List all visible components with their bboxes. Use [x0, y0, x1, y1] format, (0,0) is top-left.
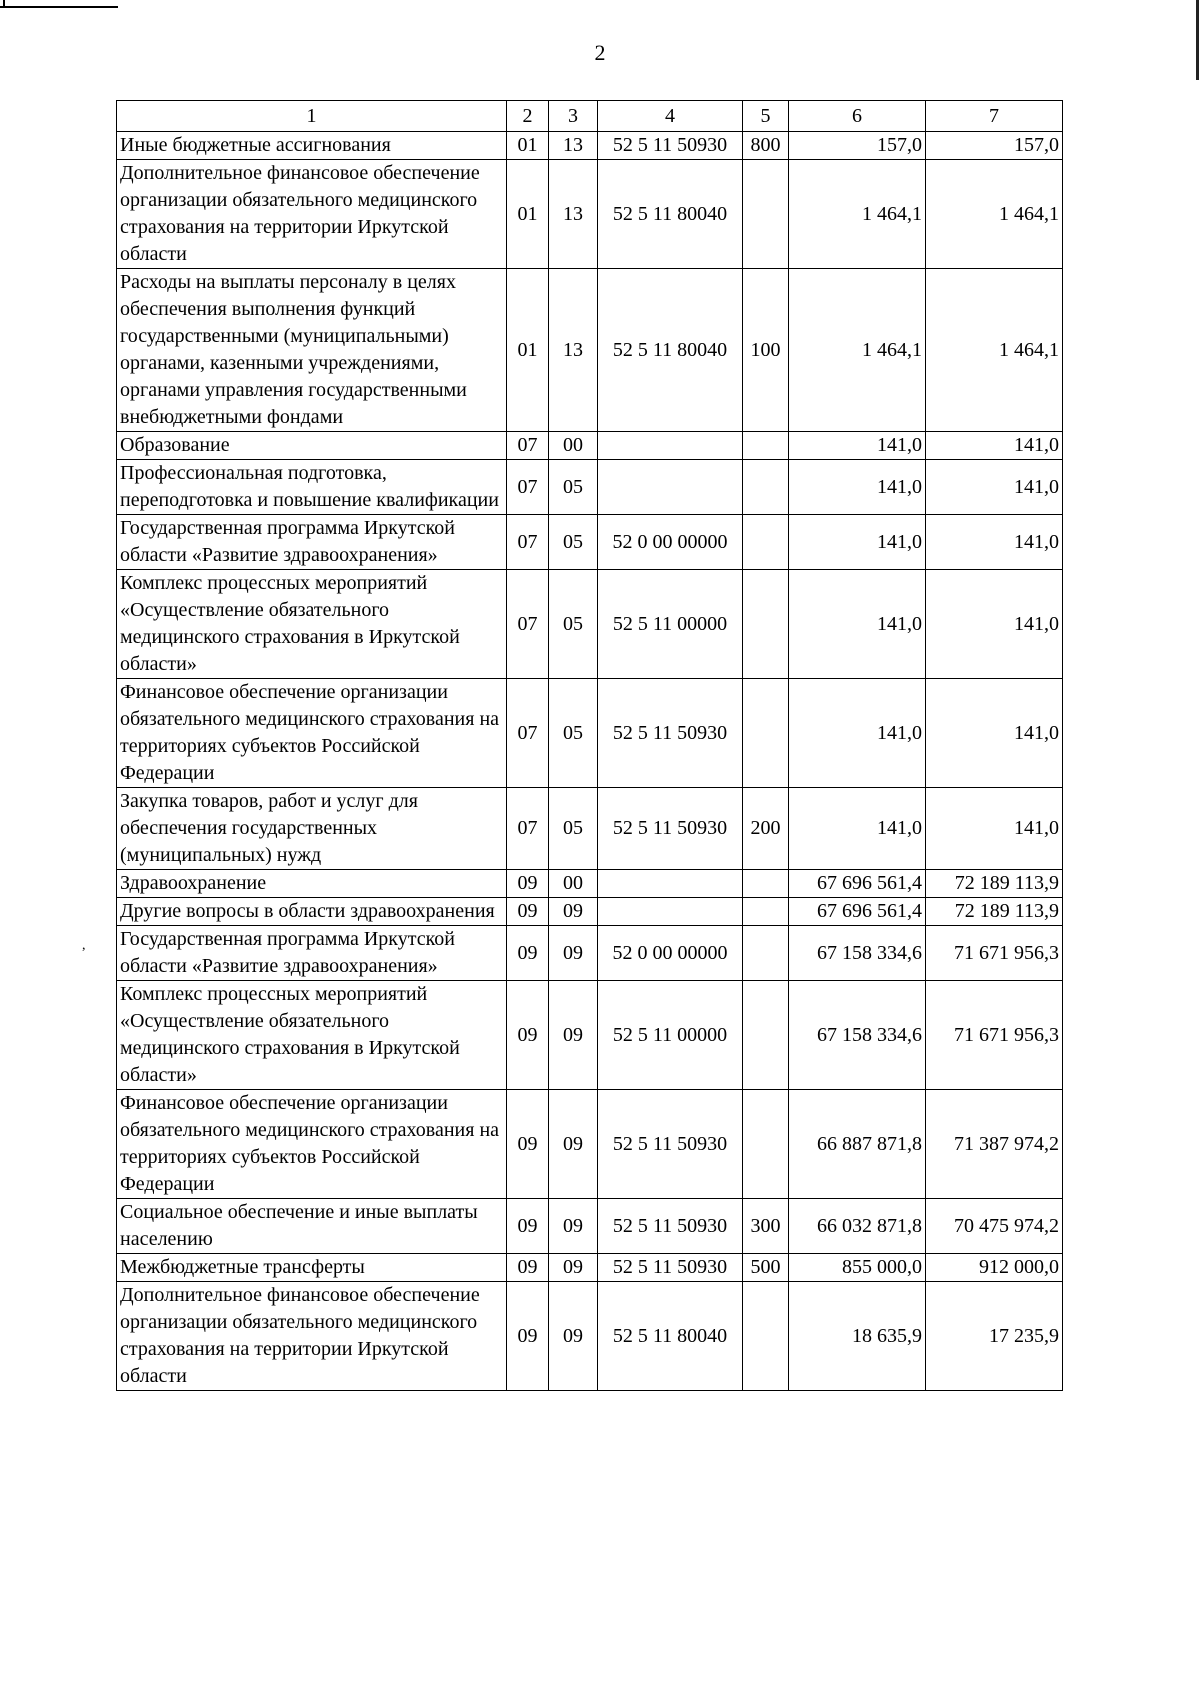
subsection-code: 09 — [549, 981, 598, 1090]
section-code: 01 — [507, 132, 549, 160]
amount-year-1: 141,0 — [789, 570, 926, 679]
subsection-code: 05 — [549, 460, 598, 515]
amount-year-2: 71 671 956,3 — [926, 926, 1063, 981]
row-name: Другие вопросы в области здравоохранения — [117, 898, 507, 926]
amount-year-1: 67 696 561,4 — [789, 870, 926, 898]
column-header: 6 — [789, 101, 926, 132]
table-row — [117, 788, 1063, 870]
expense-type-code — [743, 981, 789, 1090]
amount-year-1: 66 887 871,8 — [789, 1090, 926, 1199]
table-row — [117, 870, 1063, 898]
expense-type-code — [743, 870, 789, 898]
target-article-code: 52 0 00 00000 — [598, 926, 743, 981]
section-code: 01 — [507, 160, 549, 269]
target-article-code: 52 0 00 00000 — [598, 515, 743, 570]
amount-year-1: 141,0 — [789, 679, 926, 788]
column-header: 3 — [549, 101, 598, 132]
table-row — [117, 898, 1063, 926]
amount-year-1: 67 696 561,4 — [789, 898, 926, 926]
target-article-code: 52 5 11 80040 — [598, 1282, 743, 1391]
table-row — [117, 160, 1063, 269]
section-code: 09 — [507, 981, 549, 1090]
amount-year-2: 157,0 — [926, 132, 1063, 160]
expense-type-code — [743, 570, 789, 679]
subsection-code: 00 — [549, 870, 598, 898]
section-code: 09 — [507, 1254, 549, 1282]
section-code: 07 — [507, 432, 549, 460]
expense-type-code — [743, 460, 789, 515]
amount-year-1: 855 000,0 — [789, 1254, 926, 1282]
target-article-code: 52 5 11 00000 — [598, 981, 743, 1090]
amount-year-1: 141,0 — [789, 432, 926, 460]
row-name: Закупка товаров, работ и услуг для обеспечения государственных (муниципальных) нужд — [117, 788, 507, 870]
amount-year-2: 1 464,1 — [926, 160, 1063, 269]
expense-type-code — [743, 515, 789, 570]
row-name: Комплекс процессных мероприятий «Осуществление обязательного медицинского страхования в Иркутской области» — [117, 570, 507, 679]
scan-edge-mark — [3, 0, 5, 6]
scan-edge-mark — [0, 6, 118, 8]
amount-year-2: 141,0 — [926, 515, 1063, 570]
target-article-code — [598, 460, 743, 515]
amount-year-2: 912 000,0 — [926, 1254, 1063, 1282]
amount-year-2: 141,0 — [926, 460, 1063, 515]
amount-year-1: 67 158 334,6 — [789, 981, 926, 1090]
subsection-code: 00 — [549, 432, 598, 460]
expense-type-code — [743, 926, 789, 981]
amount-year-2: 141,0 — [926, 788, 1063, 870]
table-row — [117, 1090, 1063, 1199]
subsection-code: 09 — [549, 1090, 598, 1199]
row-name: Образование — [117, 432, 507, 460]
table-row — [117, 132, 1063, 160]
amount-year-1: 66 032 871,8 — [789, 1199, 926, 1254]
subsection-code: 05 — [549, 570, 598, 679]
expense-type-code: 500 — [743, 1254, 789, 1282]
section-code: 07 — [507, 570, 549, 679]
section-code: 09 — [507, 870, 549, 898]
table-row — [117, 981, 1063, 1090]
expense-type-code: 200 — [743, 788, 789, 870]
row-name: Дополнительное финансовое обеспечение организации обязательного медицинского страхования на территории Иркутской области — [117, 160, 507, 269]
row-name: Финансовое обеспечение организации обязательного медицинского страхования на территориях субъектов Российской Федерации — [117, 679, 507, 788]
table-row — [117, 515, 1063, 570]
amount-year-1: 141,0 — [789, 515, 926, 570]
amount-year-1: 1 464,1 — [789, 269, 926, 432]
row-name: Государственная программа Иркутской области «Развитие здравоохранения» — [117, 926, 507, 981]
section-code: 09 — [507, 898, 549, 926]
table-row — [117, 432, 1063, 460]
amount-year-1: 141,0 — [789, 788, 926, 870]
row-name: Межбюджетные трансферты — [117, 1254, 507, 1282]
expense-type-code: 800 — [743, 132, 789, 160]
column-header: 2 — [507, 101, 549, 132]
target-article-code: 52 5 11 50930 — [598, 132, 743, 160]
row-name: Комплекс процессных мероприятий «Осуществление обязательного медицинского страхования в Иркутской области» — [117, 981, 507, 1090]
table-header-row — [117, 101, 1063, 132]
subsection-code: 09 — [549, 1282, 598, 1391]
scan-speck: , — [82, 938, 86, 953]
subsection-code: 05 — [549, 515, 598, 570]
amount-year-1: 141,0 — [789, 460, 926, 515]
expense-type-code: 100 — [743, 269, 789, 432]
table-row — [117, 679, 1063, 788]
target-article-code — [598, 898, 743, 926]
section-code: 09 — [507, 926, 549, 981]
target-article-code: 52 5 11 50930 — [598, 1090, 743, 1199]
row-name: Здравоохранение — [117, 870, 507, 898]
subsection-code: 13 — [549, 132, 598, 160]
section-code: 09 — [507, 1090, 549, 1199]
subsection-code: 13 — [549, 160, 598, 269]
subsection-code: 13 — [549, 269, 598, 432]
amount-year-2: 71 671 956,3 — [926, 981, 1063, 1090]
amount-year-2: 70 475 974,2 — [926, 1199, 1063, 1254]
row-name: Иные бюджетные ассигнования — [117, 132, 507, 160]
table-row — [117, 1199, 1063, 1254]
table-row — [117, 1254, 1063, 1282]
section-code: 07 — [507, 460, 549, 515]
row-name: Финансовое обеспечение организации обязательного медицинского страхования на территориях субъектов Российской Федерации — [117, 1090, 507, 1199]
target-article-code: 52 5 11 50930 — [598, 1199, 743, 1254]
subsection-code: 05 — [549, 679, 598, 788]
amount-year-1: 157,0 — [789, 132, 926, 160]
amount-year-1: 18 635,9 — [789, 1282, 926, 1391]
expense-type-code — [743, 432, 789, 460]
amount-year-2: 72 189 113,9 — [926, 870, 1063, 898]
section-code: 07 — [507, 788, 549, 870]
section-code: 09 — [507, 1199, 549, 1254]
amount-year-1: 1 464,1 — [789, 160, 926, 269]
target-article-code: 52 5 11 80040 — [598, 160, 743, 269]
column-header: 1 — [117, 101, 507, 132]
target-article-code: 52 5 11 00000 — [598, 570, 743, 679]
amount-year-2: 17 235,9 — [926, 1282, 1063, 1391]
column-header: 5 — [743, 101, 789, 132]
subsection-code: 05 — [549, 788, 598, 870]
expense-type-code — [743, 1282, 789, 1391]
target-article-code: 52 5 11 50930 — [598, 679, 743, 788]
table-row — [117, 926, 1063, 981]
column-header: 7 — [926, 101, 1063, 132]
expense-type-code — [743, 1090, 789, 1199]
page-number: 2 — [594, 40, 606, 65]
row-name: Дополнительное финансовое обеспечение организации обязательного медицинского страхования на территории Иркутской области — [117, 1282, 507, 1391]
table-row — [117, 1282, 1063, 1391]
table-row — [117, 269, 1063, 432]
target-article-code — [598, 870, 743, 898]
expense-type-code: 300 — [743, 1199, 789, 1254]
row-name: Расходы на выплаты персоналу в целях обеспечения выполнения функций государственными (муниципальными) органами, казенными учреждениями, органами управления государственными внебюджетными фондами — [117, 269, 507, 432]
amount-year-2: 72 189 113,9 — [926, 898, 1063, 926]
row-name: Социальное обеспечение и иные выплаты населению — [117, 1199, 507, 1254]
section-code: 09 — [507, 1282, 549, 1391]
amount-year-2: 141,0 — [926, 679, 1063, 788]
target-article-code: 52 5 11 80040 — [598, 269, 743, 432]
amount-year-2: 141,0 — [926, 432, 1063, 460]
target-article-code: 52 5 11 50930 — [598, 788, 743, 870]
amount-year-2: 1 464,1 — [926, 269, 1063, 432]
target-article-code: 52 5 11 50930 — [598, 1254, 743, 1282]
section-code: 07 — [507, 515, 549, 570]
table-row — [117, 460, 1063, 515]
amount-year-1: 67 158 334,6 — [789, 926, 926, 981]
row-name: Государственная программа Иркутской области «Развитие здравоохранения» — [117, 515, 507, 570]
expense-type-code — [743, 679, 789, 788]
subsection-code: 09 — [549, 898, 598, 926]
target-article-code — [598, 432, 743, 460]
subsection-code: 09 — [549, 1199, 598, 1254]
section-code: 07 — [507, 679, 549, 788]
table-row — [117, 570, 1063, 679]
amount-year-2: 71 387 974,2 — [926, 1090, 1063, 1199]
section-code: 01 — [507, 269, 549, 432]
subsection-code: 09 — [549, 1254, 598, 1282]
expense-type-code — [743, 898, 789, 926]
expense-type-code — [743, 160, 789, 269]
row-name: Профессиональная подготовка, переподготовка и повышение квалификации — [117, 460, 507, 515]
budget-table — [116, 100, 1063, 1391]
column-header: 4 — [598, 101, 743, 132]
table-body — [117, 132, 1063, 1391]
subsection-code: 09 — [549, 926, 598, 981]
amount-year-2: 141,0 — [926, 570, 1063, 679]
